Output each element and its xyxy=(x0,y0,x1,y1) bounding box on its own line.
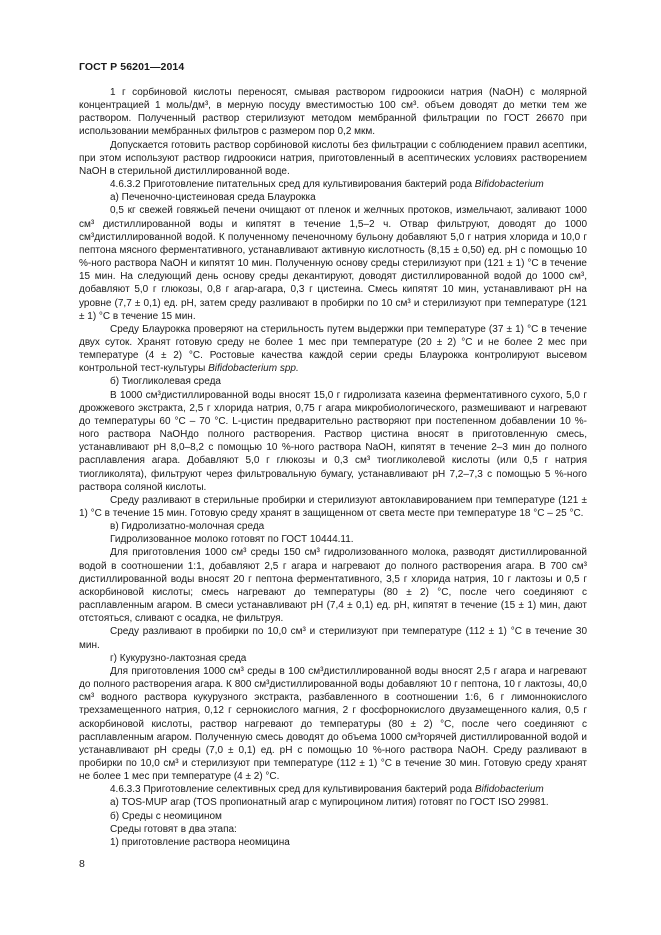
paragraph: Гидролизованное молоко готовят по ГОСТ 10444.11. xyxy=(110,534,354,546)
paragraph: 1) приготовление раствора неомицина xyxy=(110,836,290,848)
paragraph: В 1000 см³дистиллированной воды вносят 15,0 г гидролизата казеина ферментативного сухого, 5,0 г дрожжевого экстракта, 2,5 г хлорида натрия, 0,75 г агара микробиологического, размешивают и нагревают до температуры 60 °С – 70 °С. L-цистин предварительно растворяют при постепенном добавлении 10 %-ного раствора NaOHдо полного растворения. Раствор цистина вносят в приготовленную смесь, устанавливают рН 8,0–8,2 с помощью 10 %-ного раствора NaOH, кипятят в течение 2–3 мин до полного расплавления агара. Добавляют 5,0 г глюкозы и 0,3 см³ тиогликолевой кислоты (или 0,5 г натрия тиогликолята), фильтруют через фильтровальную бумагу, устанавливают рН 7,2–7,3 с помощью 5 %-ного раствора соляной кислоты. xyxy=(79,389,587,493)
subsection-heading: б) Среды с неомицином xyxy=(110,810,222,822)
subsection-heading: г) Кукурузно-лактозная среда xyxy=(110,652,247,664)
page-number: 8 xyxy=(79,858,85,870)
paragraph: Среды готовят в два этапа: xyxy=(110,823,237,835)
genus-name: Bifidobacterium xyxy=(474,784,544,796)
paragraph xyxy=(79,323,587,376)
genus-name: Bifidobacterium spp. xyxy=(208,363,299,375)
subsection-heading: в) Гидролизатно-молочная среда xyxy=(110,521,265,533)
paragraph-text: Среду Блаурокка проверяют на стерильность путем выдержки при температуре (37 ± 1) °С в течение двух суток. Хранят готовую среду не более 1 мес при температуре (20 ± 2) °С и не более 2 мес при температуре (4 ± 2) °С. Ростовые качества каждой серии среды Блаурокка контролируют высевом контрольной тест-культуры xyxy=(79,323,587,375)
document-body xyxy=(79,86,587,849)
subsection-heading: а) Печеночно-цистеиновая среда Блаурокка xyxy=(110,192,316,204)
section-heading xyxy=(79,783,587,796)
section-heading xyxy=(79,178,587,191)
paragraph: Допускается готовить раствор сорбиновой кислоты без фильтрации с соблюдением правил асептики, при этом используют раствор гидроокиси натрия, приготовленный в асептических условиях растворением NaOH в стерильной дистиллированной воде. xyxy=(79,139,587,177)
paragraph: Для приготовления 1000 см³ среды в 100 см³дистиллированной воды вносят 2,5 г агара и нагревают до полного растворения агара. К 800 см³дистиллированной воды добавляют 10 г пептона, 10 г лактозы, 40,0 см³ водного раствора кукурузного экстракта, разбавленного в соотношении 1:6, 6 г лимоннокислого трехзамещенного натрия, 0,12 г сернокислого магния, 2 г фосфорнокислого двузамещенного калия, 0,5 г аскорбиновой кислоты, раствор нагревают до температуры (80 ± 2) °С, после чего соединяют с расплавленным агаром. Полученную смесь доводят до объема 1000 см³горячей дистиллированной водой и устанавливают рН среды (7,0 ± 0,1) ед. рН с помощью 10 %-ного раствора NaOH. Среду разливают в пробирки по 10,0 см³ и стерилизуют при температуре (112 ± 1) °С в течение 30 мин. Готовую среду хранят не более 1 мес при температуре (4 ± 2) °С. xyxy=(79,665,587,783)
paragraph: Для приготовления 1000 см³ среды 150 см³ гидролизованного молока, разводят дистиллированной водой в соотношении 1:1, добавляют 2,5 г агара и нагревают до полного растворения агара. В 700 см³ дистиллированной воды вносят 20 г пептона ферментативного, 3,5 г хлорида натрия, 10 г лактозы и 0,5 г аскорбиновой кислоты; смесь нагревают до температуры (80 ± 2) °С, после чего соединяют с расплавленным агаром. В смеси устанавливают рН (7,4 ± 0,1) ед. рН, кипятят в течение (15 ± 1) мин, дают отстояться, сливают с осадка, не фильтруя. xyxy=(79,547,587,625)
paragraph: 0,5 кг свежей говяжьей печени очищают от пленок и желчных протоков, измельчают, заливают 1000 см³ дистиллированной воды и кипятят в течение 1,5–2 ч. Отвар фильтруют, доводят до 1000 см³дистиллированной водой. К полученному печеночному бульону добавляют 5,0 г натрия хлорида и 10,0 г пептона мясного ферментативного, устанавливают активную кислотность (8,15 ± 0,50) ед. рН с помощью 10 %-ного раствора NaOH и кипятят 10 мин. Полученную основу среды стерилизуют при (121 ± 1) °С в течение 15 мин. На следующий день основу среды декантируют, доводят дистиллированной водой до 1000 см³, добавляют 5,0 г глюкозы, 0,8 г агар-агара, 0,3 г цистеина. Смесь кипятят 10 мин, устанавливают рН на уровне (7,7 ± 0,1) ед. рН, затем среду разливают в пробирки по 10 см³ и стерилизуют при температуре (121 ± 1) °С в течение 15 мин. xyxy=(79,205,587,322)
heading-text: 4.6.3.2 Приготовление питательных сред для культивирования бактерий рода xyxy=(110,179,473,191)
genus-name: Bifidobacterium xyxy=(474,179,544,191)
paragraph: 1 г сорбиновой кислоты переносят, смывая раствором гидроокиси натрия (NaOH) с молярной концентрацией 1 моль/дм³, в мерную посуду вместимостью 100 см³. объем доводят до метки тем же раствором. Полученный раствор стерилизуют методом мембранной фильтрации по ГОСТ 26670 при использовании мембранных фильтров с размером пор 0,2 мкм. xyxy=(79,87,587,138)
paragraph: Среду разливают в стерильные пробирки и стерилизуют автоклавированием при температуре (121 ± 1) °С в течение 15 мин. Готовую среду хранят в защищенном от света месте при температуре 18 °С – 25 °С. xyxy=(79,494,587,519)
paragraph: Среду разливают в пробирки по 10,0 см³ и стерилизуют при температуре (112 ± 1) °С в течение 30 мин. xyxy=(79,626,587,651)
standard-header: ГОСТ Р 56201—2014 xyxy=(79,61,185,73)
subsection-heading: б) Тиогликолевая среда xyxy=(110,376,221,388)
heading-text: 4.6.3.3 Приготовление селективных сред для культивирования бактерий рода xyxy=(110,784,473,796)
paragraph: а) TOS-MUP агар (TOS пропионатный агар с мупироцином лития) готовят по ГОСТ ISO 29981. xyxy=(110,797,549,809)
